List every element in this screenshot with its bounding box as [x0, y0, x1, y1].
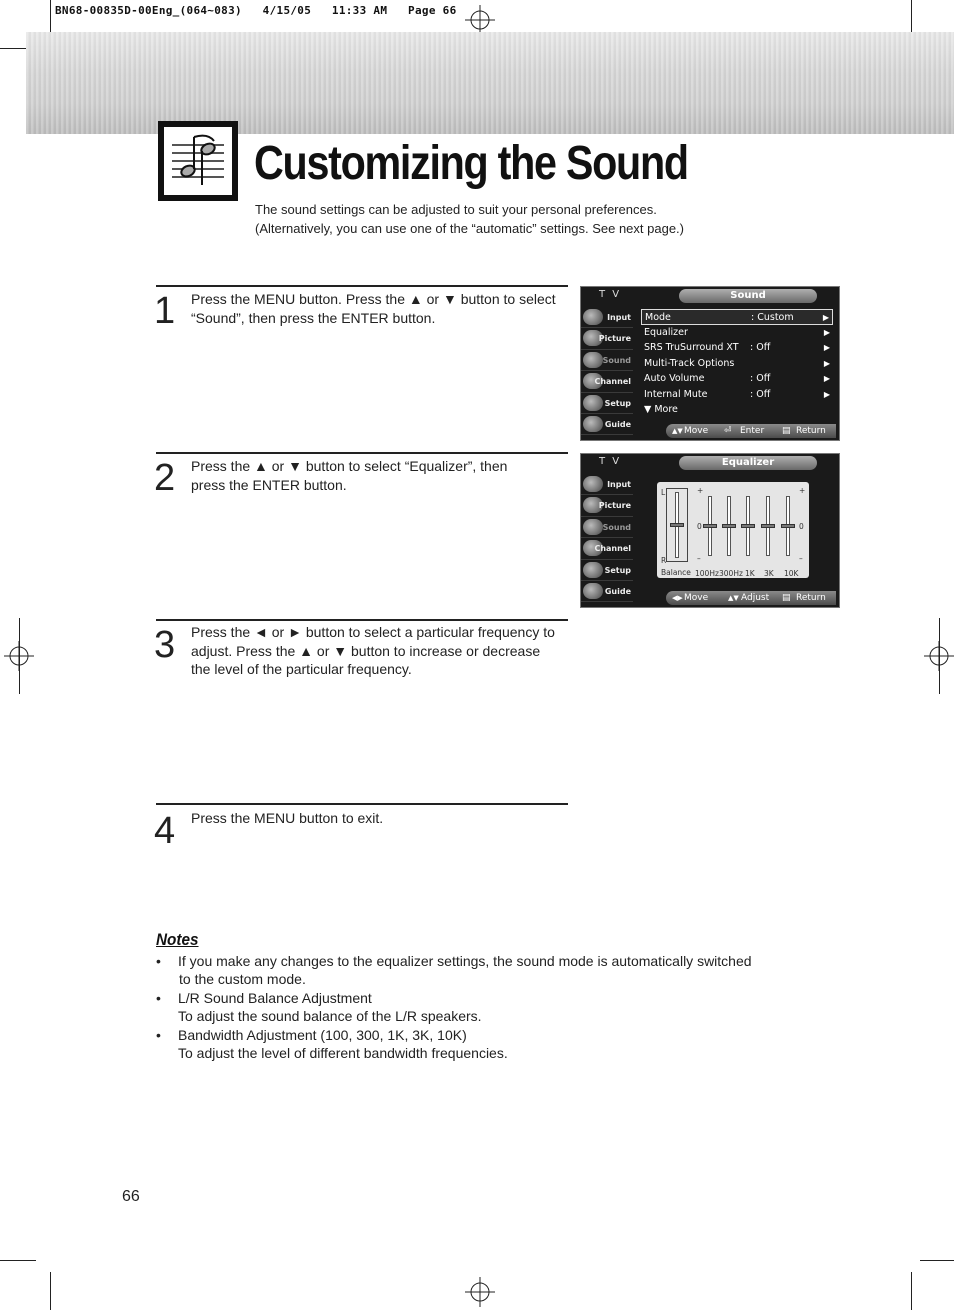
crop-mark: [911, 1272, 912, 1310]
step-divider: [156, 452, 568, 454]
osd-sidebar-item-input[interactable]: Input: [581, 307, 633, 328]
eq-slider-300hz[interactable]: [724, 496, 734, 556]
enter-icon: ⏎: [724, 426, 732, 436]
eq-slider-3k[interactable]: [763, 496, 773, 556]
eq-slider-balance[interactable]: [672, 492, 682, 558]
equalizer-panel: [657, 482, 809, 578]
guide-icon: [583, 583, 603, 599]
osd-menu-item-more[interactable]: ▼ More: [644, 404, 678, 415]
eq-label-1k: 1K: [745, 569, 755, 578]
move-leftright-icon: ◀▶: [672, 594, 683, 602]
step-text: Press the MENU button to exit.: [191, 810, 384, 826]
osd-menu-item-equalizer[interactable]: Equalizer ▶: [644, 326, 830, 338]
osd-equalizer: [580, 453, 840, 608]
osd-menu-item-multitrack[interactable]: Multi-Track Options ▶: [644, 357, 830, 369]
speaker-icon: [583, 519, 603, 535]
eq-right-label: R: [661, 556, 667, 565]
eq-slider-10k[interactable]: [783, 496, 793, 556]
speaker-icon: [583, 352, 603, 368]
input-icon: [583, 309, 603, 325]
intro-text: The sound settings can be adjusted to suit your personal preferences. (Alternatively, you can use one of the “automatic” settings. See next page.): [255, 202, 684, 236]
eq-zero-label: 0: [799, 522, 804, 531]
osd-sidebar-item-guide[interactable]: Guide: [581, 581, 633, 602]
osd-title: Sound: [679, 289, 817, 303]
osd-enter-hint: Enter: [740, 426, 765, 436]
notes-list: [156, 952, 796, 1062]
step-divider: [156, 619, 568, 621]
eq-label-balance: Balance: [661, 568, 691, 577]
osd-sidebar-item-channel[interactable]: Channel: [581, 371, 633, 392]
eq-label-100hz: 100Hz: [695, 569, 719, 578]
osd-menu-list: [641, 309, 833, 425]
adjust-updown-icon: ▲▼: [728, 594, 739, 602]
move-updown-icon: ▲▼: [672, 427, 683, 435]
osd-move-hint: Move: [684, 426, 709, 436]
osd-sidebar-item-setup[interactable]: Setup: [581, 393, 633, 414]
step-divider: [156, 803, 568, 805]
music-note-icon: [158, 121, 238, 201]
registration-mark-icon: [465, 1277, 495, 1307]
osd-return-hint: Return: [796, 426, 826, 436]
note-item: • Bandwidth Adjustment (100, 300, 1K, 3K, 10K) To adjust the level of different bandwidth frequencies.: [156, 1026, 508, 1062]
crop-mark: [920, 1260, 954, 1261]
notes-heading: Notes: [156, 930, 199, 949]
osd-move-hint: Move: [684, 593, 709, 603]
return-icon: ▤: [782, 593, 791, 603]
eq-zero-label: 0: [697, 522, 702, 531]
osd-sidebar: [581, 474, 633, 604]
step-number: 3: [154, 624, 176, 666]
osd-sidebar-item-sound[interactable]: Sound: [581, 517, 633, 538]
eq-plus-label: +: [799, 486, 806, 495]
setup-icon: [583, 395, 603, 411]
eq-slider-1k[interactable]: [743, 496, 753, 556]
osd-tv-label: T V: [599, 456, 622, 467]
step-number: 1: [154, 290, 176, 332]
osd-sidebar-item-setup[interactable]: Setup: [581, 560, 633, 581]
step-text: Press the ◄ or ► button to select a particular frequency to adjust. Press the ▲ or ▼ button to increase or decrease the level of the particular frequency.: [191, 624, 555, 677]
osd-sidebar-item-channel[interactable]: Channel: [581, 538, 633, 559]
eq-label-300hz: 300Hz: [719, 569, 743, 578]
eq-left-label: L: [661, 488, 666, 497]
osd-menu-item-auto-volume[interactable]: Auto Volume : Off ▶: [644, 373, 830, 384]
step-text: Press the MENU button. Press the ▲ or ▼ button to select “Sound”, then press the ENTER button.: [191, 291, 556, 326]
crop-mark: [939, 618, 940, 694]
header-banner: [26, 32, 954, 134]
crop-mark: [50, 0, 51, 36]
setup-icon: [583, 562, 603, 578]
crop-mark: [50, 1272, 51, 1310]
osd-title: Equalizer: [679, 456, 817, 470]
print-header: BN68-00835D-00Eng_(064~083) 4/15/05 11:33 AM Page 66: [55, 4, 457, 17]
eq-label-3k: 3K: [764, 569, 774, 578]
osd-menu-item-mode[interactable]: Mode : Custom ▶: [641, 309, 833, 325]
osd-bottom-bar: [666, 591, 836, 605]
step-text: Press the ▲ or ▼ button to select “Equalizer”, then press the ENTER button.: [191, 458, 508, 493]
osd-sidebar-item-picture[interactable]: Picture: [581, 328, 633, 349]
return-icon: ▤: [782, 426, 791, 436]
registration-mark-icon: [465, 5, 495, 35]
note-item: • L/R Sound Balance Adjustment To adjust the sound balance of the L/R speakers.: [156, 989, 482, 1025]
eq-plus-label: +: [697, 486, 704, 495]
crop-mark: [19, 618, 20, 694]
eq-minus-label: –: [697, 554, 701, 563]
step-number: 2: [154, 457, 176, 499]
guide-icon: [583, 416, 603, 432]
page-number: 66: [122, 1188, 140, 1205]
osd-return-hint: Return: [796, 593, 826, 603]
input-icon: [583, 476, 603, 492]
crop-mark: [0, 1260, 36, 1261]
osd-sidebar-item-picture[interactable]: Picture: [581, 495, 633, 516]
osd-bottom-bar: [666, 424, 836, 438]
osd-tv-label: T V: [599, 289, 622, 300]
osd-sound-menu: [580, 286, 840, 441]
step-divider: [156, 285, 568, 287]
osd-sidebar: [581, 307, 633, 437]
osd-adjust-hint: Adjust: [741, 593, 770, 603]
step-number: 4: [154, 810, 176, 852]
osd-sidebar-item-guide[interactable]: Guide: [581, 414, 633, 435]
osd-sidebar-item-input[interactable]: Input: [581, 474, 633, 495]
crop-mark: [911, 0, 912, 36]
eq-minus-label: –: [799, 554, 803, 563]
osd-sidebar-item-sound[interactable]: Sound: [581, 350, 633, 371]
page-title: Customizing the Sound: [254, 137, 688, 190]
osd-menu-item-srs[interactable]: SRS TruSurround XT : Off ▶: [644, 342, 830, 353]
osd-menu-item-internal-mute[interactable]: Internal Mute : Off ▶: [644, 388, 830, 400]
note-item: • If you make any changes to the equalizer settings, the sound mode is automatically switched to the custom mode.: [156, 953, 752, 988]
eq-slider-100hz[interactable]: [705, 496, 715, 556]
eq-label-10k: 10K: [784, 569, 799, 578]
